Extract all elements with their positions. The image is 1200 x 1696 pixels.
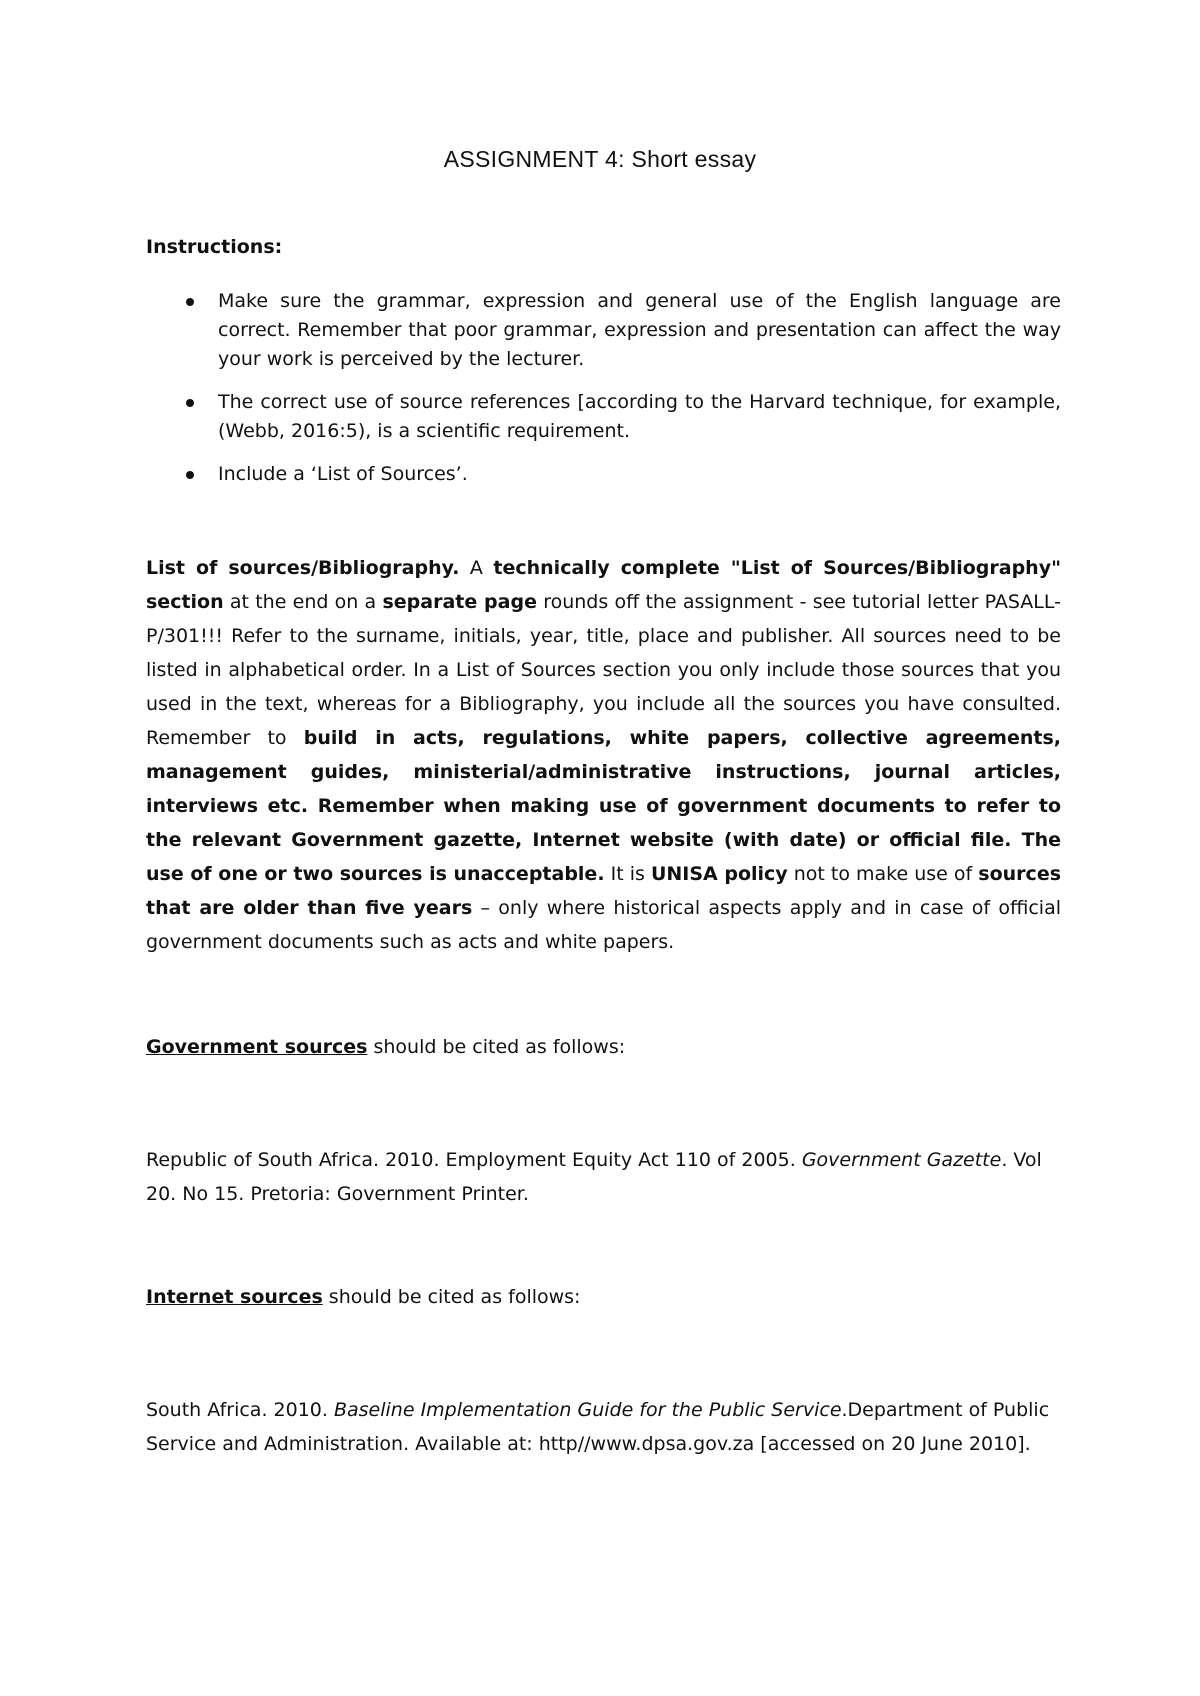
list-item bbox=[146, 287, 1061, 374]
text-run: A bbox=[459, 557, 494, 579]
government-citation-example bbox=[146, 1143, 1061, 1211]
text-run: Republic of South Africa. 2010. Employment Equity Act 110 of 2005. bbox=[146, 1149, 802, 1171]
text-run: build in acts, regulations, white papers, collective agreements, management guides, ministerial/administrative instructions, journal articles, interviews etc. Remember when making use of government documents to refer to the relevant Government gazette, Internet website (with date) or official file. The use of one or two sources is unacceptable. bbox=[146, 727, 1061, 885]
text-run: .Department of Public Service and Administration. Available at: http//www.dpsa.gov.za [accessed on 20 June 2010]. bbox=[146, 1399, 1050, 1455]
text-run: technically complete "List of Sources/Bibliography" section bbox=[146, 557, 1061, 613]
text-run: UNISA policy bbox=[650, 863, 788, 885]
internet-citation-example bbox=[146, 1393, 1061, 1461]
text-run: separate page bbox=[382, 591, 537, 613]
list-item-text: Make sure the grammar, expression and general use of the English language are correct. Remember that poor grammar, expression and presentation can affect the way your work is perceived by the lecturer. bbox=[218, 290, 1061, 370]
text-run: . Vol 20. No 15. Pretoria: Government Printer. bbox=[146, 1149, 1042, 1205]
text-run: Baseline Implementation Guide for the Public Service bbox=[333, 1399, 842, 1421]
government-sources-heading bbox=[146, 1036, 1061, 1058]
page-title: ASSIGNMENT 4: Short essay bbox=[443, 146, 757, 172]
text-run: It is bbox=[604, 863, 651, 885]
bullet-icon bbox=[186, 471, 194, 479]
text-run: rounds off the assignment - see tutorial letter PASALL-P/301!!! Refer to the surname, initials, year, title, place and publisher. All sources need to be listed in alphabetical order. In a List of Sources section you only include those sources that you used in the text, whereas for a Bibliography, you include all the sources you have consulted. Remember to bbox=[146, 591, 1061, 749]
instructions-list bbox=[146, 287, 1061, 503]
text-run: sources that are older than five years bbox=[146, 863, 1062, 919]
text-run: Government Gazette bbox=[801, 1149, 1002, 1171]
sources-paragraph bbox=[146, 551, 1061, 959]
instructions-heading: Instructions: bbox=[146, 236, 283, 258]
internet-sources-label: Internet sources bbox=[146, 1286, 323, 1308]
government-sources-label: Government sources bbox=[146, 1036, 368, 1058]
bullet-icon bbox=[186, 298, 194, 306]
text-run: should be cited as follows: bbox=[322, 1286, 581, 1308]
list-item bbox=[146, 388, 1061, 446]
text-run: South Africa. 2010. bbox=[146, 1399, 334, 1421]
internet-sources-heading bbox=[146, 1286, 1061, 1308]
text-run: – only where historical aspects apply and in case of official government documents such as acts and white papers. bbox=[146, 897, 1062, 953]
text-run: not to make use of bbox=[787, 863, 979, 885]
list-item-text: The correct use of source references [according to the Harvard technique, for example, (Webb, 2016:5), is a scientific requirement. bbox=[218, 391, 1061, 442]
bullet-icon bbox=[186, 399, 194, 407]
sources-label: List of sources/Bibliography. bbox=[146, 557, 460, 579]
list-item-text: Include a ‘List of Sources’. bbox=[218, 463, 468, 485]
list-item bbox=[146, 460, 1061, 489]
text-run: at the end on a bbox=[223, 591, 383, 613]
text-run: should be cited as follows: bbox=[367, 1036, 626, 1058]
